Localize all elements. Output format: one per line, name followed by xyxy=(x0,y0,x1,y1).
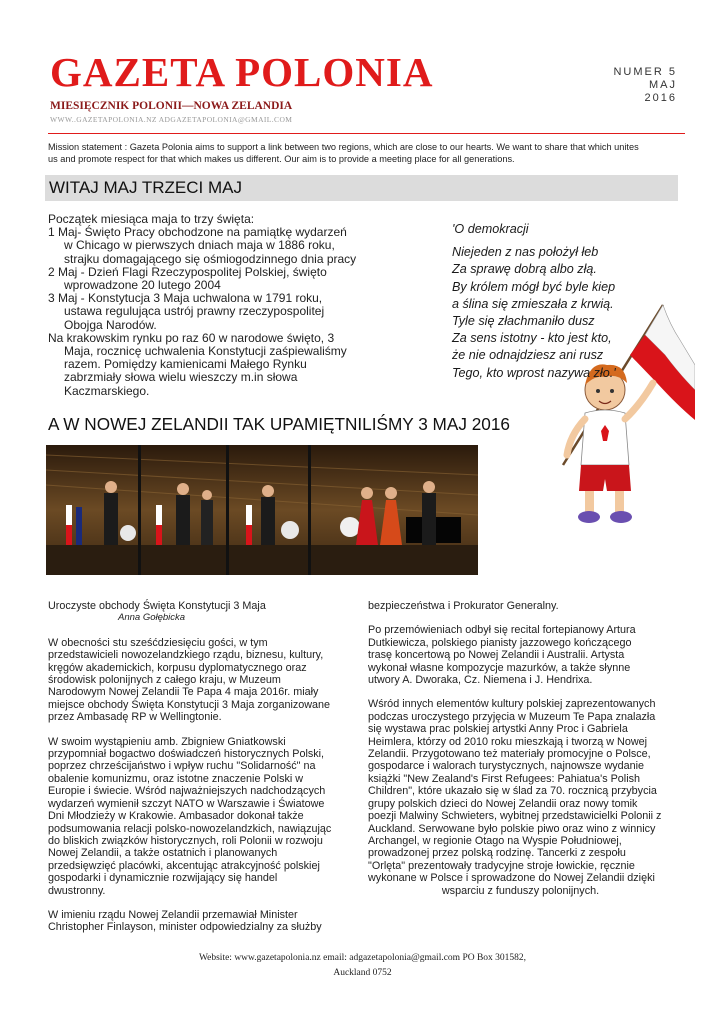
article-title: Uroczyste obchody Święta Konstytucji 3 Maja xyxy=(48,600,266,612)
article-paragraph xyxy=(48,736,348,897)
intro-line: strajku domagającego się ośmiogodzinnego dnia pracy xyxy=(64,251,357,266)
article-line: poprzez chrześcijaństwo i wpływ ruchu "Solidarność" na xyxy=(48,760,316,773)
article-paragraph xyxy=(368,624,673,686)
article-line: dwustronny. xyxy=(48,884,106,897)
article-line: Auckland. Serwowane było polskie piwo oraz wino z winnicy xyxy=(368,822,656,835)
article-line: Po przemówieniach odbył się recital fortepianowy Artura xyxy=(368,624,636,637)
article-line: bezpieczeństwa i Prokurator Generalny. xyxy=(368,600,559,612)
footer-contact: Website: www.gazetapolonia.nz email: adgazetapolonia@gmail.com PO Box 301582, xyxy=(198,953,527,963)
article-line: grupy polskich dzieci do Nowej Zelandii oraz nowy tomik xyxy=(368,797,638,810)
article-line: podsumowania relacji polsko-nowozelandzkich, nawiązując xyxy=(48,822,332,835)
page-footer xyxy=(0,951,725,981)
article-line: Wśród innych elementów kultury polskiej zaprezentowanych xyxy=(368,698,656,711)
newspaper-web: WWW..GAZETAPOLONIA.NZ ADGAZETAPOLONIA@GMAIL.COM xyxy=(50,115,293,124)
event-photo-collage xyxy=(46,445,478,575)
poem-line: By królem mógł być byle kiep xyxy=(452,279,616,294)
article-column-1 xyxy=(48,600,348,946)
poem-line: Za sens istotny - kto jest kto, xyxy=(452,331,612,346)
article-paragraph xyxy=(368,600,673,612)
masthead-divider xyxy=(48,133,685,134)
article-line: prowadzonej przez polską rodzinę. Tancerki z zespołu xyxy=(368,847,626,860)
poem-title: 'O demokracji xyxy=(452,222,529,236)
issue-number: NUMER 5 xyxy=(613,66,677,78)
article-line: W imieniu rządu Nowej Zelandii przemawiał Minister xyxy=(48,908,298,921)
article-line: Heimlera, którzy od 2010 roku mieszkają i tworzą w Nowej xyxy=(368,735,648,748)
newspaper-subtitle: MIESIĘCZNIK POLONII—NOWA ZELANDIA xyxy=(50,100,293,112)
article-line: środowisk polonijnych z całego kraju, w Muzeum xyxy=(48,674,281,687)
section-heading: A W NOWEJ ZELANDII TAK UPAMIĘTNILIŚMY 3 MAJ 2016 xyxy=(48,414,510,434)
article-line: książki "New Zealand's First Refugees: Pahiatua's Polish xyxy=(368,772,640,785)
article-line: kręgów akademickich, korpusu dyplomatycznego oraz xyxy=(48,661,307,674)
article-line: wydarzeń wymienił szczyt NATO w Warszawie i Światowe xyxy=(48,797,325,810)
article-line: utwory A. Dworaka, Cz. Niemena i J. Hendrixa. xyxy=(368,674,593,687)
intro-line: Na krakowskim rynku po raz 60 w narodowe święto, 3 xyxy=(48,330,335,345)
article-line: trasę koncertową po Nowej Zelandii i Australii. Artysta xyxy=(368,649,625,662)
article-line: do bliskich związków historycznych, roli Polonii w rozwoju xyxy=(48,834,323,847)
article-paragraph xyxy=(48,909,348,934)
poem xyxy=(452,221,682,382)
intro-line: zabrzmiały słowa wielu wieszczy m.in słowa xyxy=(64,370,298,385)
intro-line: Kaczmarskiego. xyxy=(64,383,150,398)
event-photo-graphic xyxy=(46,445,478,575)
article-line: Archangel, w regionie Otago na Wyspie Południowej, xyxy=(368,834,622,847)
article-line: gospodarki i dynamicznie rozwijający się handel xyxy=(48,872,278,885)
issue-month: MAJ xyxy=(649,79,677,91)
intro-line: wprowadzone 20 lutego 2004 xyxy=(64,278,221,293)
article-column-2 xyxy=(368,600,673,909)
article-line: przedstawicieli nowozelandzkiego rządu, biznesu, kultury, xyxy=(48,649,324,662)
article-paragraph xyxy=(48,637,348,724)
poem-line: że nie odnajdziesz ani rusz xyxy=(452,348,604,363)
issue-year: 2016 xyxy=(644,92,677,104)
issue-info xyxy=(613,66,677,105)
article-line: Christopher Finlayson, minister odpowiedzialny za służby xyxy=(48,921,322,934)
article-line: "Orlęta" prezentowały tradycyjne stroje łowickie, ręcznie xyxy=(368,859,635,872)
section-heading: WITAJ MAJ TRZECI MAJ xyxy=(49,178,242,197)
article-line: W obecności stu sześćdziesięciu gości, w tym xyxy=(48,636,268,649)
mission-line: us and promote respect for that which makes us different. Our aim is to provide a meeting place for all generations. xyxy=(48,154,515,164)
article-paragraph xyxy=(368,698,673,897)
article-line: wykonane w Polsce i sprowadzone do Nowej Zelandii dzięki xyxy=(368,872,655,885)
intro-line: w Chicago w pierwszych dniach maja w 1886 roku, xyxy=(64,238,335,253)
article-line: obalenie komunizmu, oraz istotne znaczenie Polski w xyxy=(48,772,304,785)
intro-line: 2 Maj - Dzień Flagi Rzeczypospolitej Polskiej, święto xyxy=(48,264,327,279)
intro-line: ustawa regulująca ustrój prawny rzeczypospolitej xyxy=(64,304,325,319)
article-line: Children", które ukazało się w ślad za 70. rocznicą przybycia xyxy=(368,785,657,798)
mission-statement xyxy=(48,141,680,165)
intro-line: Początek miesiąca maja to trzy święta: xyxy=(48,212,255,226)
poem-line: Niejeden z nas położył łeb xyxy=(452,245,599,260)
intro-line: 1 Maj- Święto Pracy obchodzone na pamiątkę wydarzeń xyxy=(48,225,347,240)
article-line: przez Ambasadę RP w Wellingtonie. xyxy=(48,711,222,724)
article-line: Zelandii. Przygotowano też materiały promocyjne o Polsce, xyxy=(368,748,651,761)
article-line: Narodowym Nowej Zelandii Te Papa 4 maja 2016r. miały xyxy=(48,686,319,699)
article-line: Dutkiewicza, polskiego pianisty jazzowego kończącego xyxy=(368,636,632,649)
intro-line: Maja, rocznicę uchwalenia Konstytucji zaśpiewaliśmy xyxy=(64,344,347,359)
article-line: wsparciu z funduszy polonijnych. xyxy=(441,884,600,897)
intro-text xyxy=(48,213,368,398)
article-line: Nowej Zelandii, a także ostatnich i planowanych xyxy=(48,847,278,860)
poem-line: Za sprawę dobrą albo złą. xyxy=(452,262,597,277)
article-line: gospodarce i walorach turystycznych, najnowsze wydanie xyxy=(368,760,645,773)
article-author: Anna Gołębicka xyxy=(118,612,186,624)
article-line: Europie i świecie. Wśród najważniejszych nadchodzących xyxy=(48,785,326,798)
article-line: Dni Młodzieży w Krakowie. Ambasador dokonał także xyxy=(48,810,304,823)
article-line: poezji Malwiny Schwieters, wybitnej przedstawicielki Polonii z xyxy=(368,810,662,823)
section-heading-bar xyxy=(45,175,678,201)
poem-line: a ślina się zmieszała z krwią. xyxy=(452,296,614,311)
article-line: miejsce obchody Święta Konstytucji 3 Maja zorganizowane xyxy=(48,698,331,711)
article-line: przypomniał bogactwo doświadczeń historycznych Polski, xyxy=(48,748,325,761)
footer-address: Auckland 0752 xyxy=(333,968,392,978)
mission-line: Mission statement : Gazeta Polonia aims to support a link between two regions, which are close to our hearts. We want to share that which unites xyxy=(48,142,639,152)
newspaper-title: GAZETA POLONIA xyxy=(50,49,434,95)
intro-line: razem. Pomiędzy kamienicami Małego Rynku xyxy=(64,357,307,372)
intro-line: Obojga Narodów. xyxy=(64,317,157,332)
article-line: wykonał własne kompozycje mazurków, a także słynne xyxy=(368,661,631,674)
poem-line: Tego, kto wprost nazywa zło.' xyxy=(452,365,616,380)
poem-line: Tyle się złachmaniło dusz xyxy=(452,314,595,329)
article-line: się wystawa prac polskiej artystki Anny Proc i Gabriela xyxy=(368,723,628,736)
article-line: przedsięwzięć placówki, akcentując atrakcyjność polskiej xyxy=(48,859,320,872)
article-line: W swoim wystąpieniu amb. Zbigniew Gniatkowski xyxy=(48,735,286,748)
article-line: podczas uroczystego przyjęcia w Muzeum Te Papa znalazła xyxy=(368,710,656,723)
intro-line: 3 Maj - Konstytucja 3 Maja uchwalona w 1791 roku, xyxy=(48,291,323,306)
